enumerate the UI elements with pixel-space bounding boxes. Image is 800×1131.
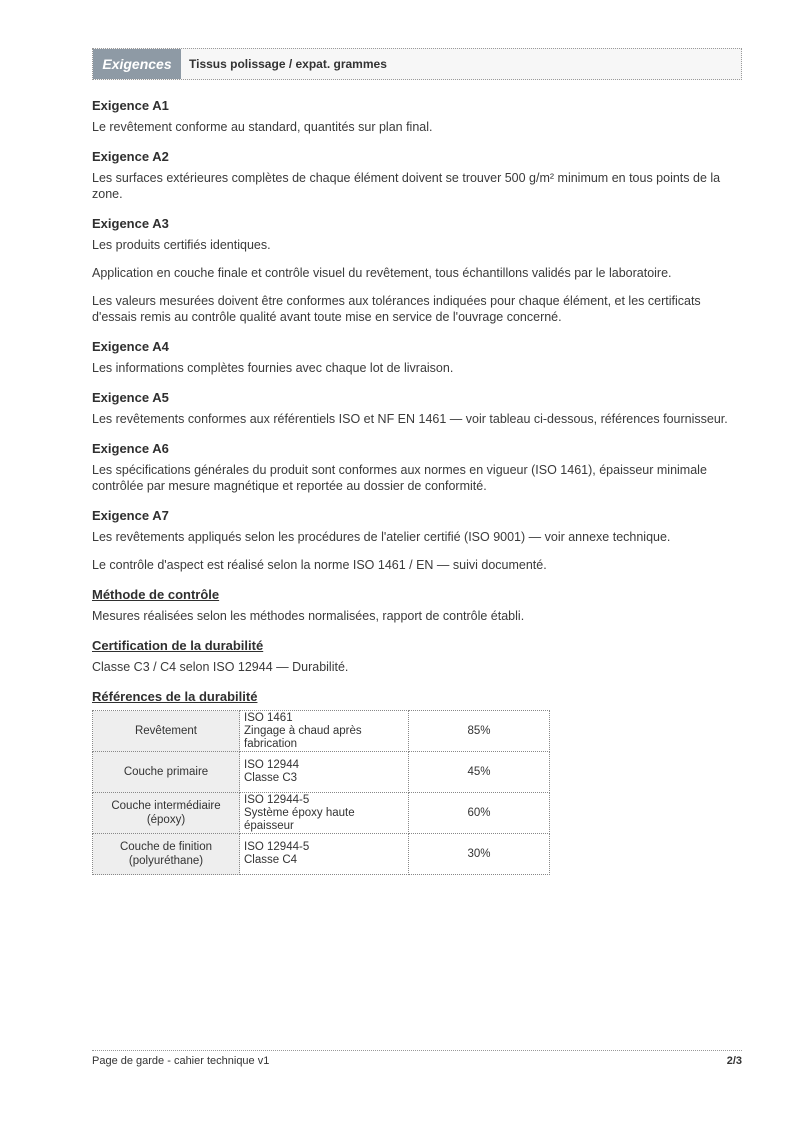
header-title: Tissus polissage / expat. grammes [189, 57, 387, 71]
section [92, 587, 742, 624]
row-label-line: (polyuréthane) [128, 855, 204, 867]
section-paragraph: Le revêtement conforme au standard, quantités sur plan final. [92, 120, 433, 134]
row-value: 45% [409, 752, 550, 793]
section-paragraph: Les revêtements conformes aux référentiels ISO et NF EN 1461 — voir tableau ci-dessous, références fournisseur. [92, 412, 728, 426]
section-title: Exigence A5 [92, 390, 169, 405]
row-detail-line: Système époxy haute épaisseur [244, 806, 355, 832]
page-footer [92, 1050, 742, 1067]
row-value: 30% [409, 834, 550, 875]
results-table [92, 710, 550, 875]
section-title: Exigence A1 [92, 98, 169, 113]
section [92, 441, 742, 494]
row-detail-line: Zingage à chaud après fabrication [244, 724, 362, 750]
row-label [93, 834, 240, 875]
document-page [92, 48, 742, 875]
row-detail [240, 752, 409, 793]
section [92, 98, 742, 135]
table-row [93, 752, 550, 793]
footer-left-text: Page de garde - cahier technique v1 [92, 1055, 270, 1067]
row-detail-line: ISO 1461 [244, 711, 293, 724]
section [92, 149, 742, 202]
sections [92, 98, 742, 675]
row-label [93, 793, 240, 834]
row-detail [240, 834, 409, 875]
row-detail-line: Classe C4 [244, 854, 298, 866]
section-paragraph: Les spécifications générales du produit sont conformes aux normes en vigueur (ISO 1461), épaisseur minimale contrôlée par mesure magnétique et reportée au dossier de conformité. [92, 463, 707, 493]
section-title: Exigence A3 [92, 216, 169, 231]
section [92, 638, 742, 675]
section-paragraph: Les produits certifiés identiques. [92, 238, 271, 252]
section [92, 390, 742, 427]
section-paragraph: Les surfaces extérieures complètes de chaque élément doivent se trouver 500 g/m² minimum en tous points de la zone. [92, 171, 721, 201]
section-title: Exigence A2 [92, 149, 169, 164]
section-paragraph: Les revêtements appliqués selon les procédures de l'atelier certifié (ISO 9001) — voir annexe technique. [92, 530, 671, 544]
section [92, 339, 742, 376]
row-label-line: Revêtement [134, 725, 197, 737]
page-number: 2/3 [726, 1055, 742, 1067]
row-label [93, 752, 240, 793]
section-paragraph: Les valeurs mesurées doivent être conformes aux tolérances indiquées pour chaque élément, et les certificats d'essais remis au contrôle qualité avant toute mise en service de l'ouvrage concerné. [92, 294, 701, 324]
section-title: Méthode de contrôle [92, 587, 220, 602]
results-section [92, 689, 742, 875]
row-value: 60% [409, 793, 550, 834]
section-title: Exigence A4 [92, 339, 169, 354]
section-title: Exigence A6 [92, 441, 169, 456]
table-row [93, 834, 550, 875]
section-paragraph: Les informations complètes fournies avec chaque lot de livraison. [92, 361, 454, 375]
row-label-line: Couche intermédiaire [111, 800, 221, 812]
section-paragraph: Mesures réalisées selon les méthodes normalisées, rapport de contrôle établi. [92, 609, 525, 623]
row-detail-line: ISO 12944 [244, 759, 299, 771]
row-label-line: (époxy) [146, 814, 186, 826]
table-row [93, 793, 550, 834]
section-title: Exigence A7 [92, 508, 169, 523]
section [92, 508, 742, 573]
results-title: Références de la durabilité [92, 689, 258, 704]
section-paragraph: Classe C3 / C4 selon ISO 12944 — Durabilité. [92, 660, 349, 674]
row-detail-line: Classe C3 [244, 772, 298, 784]
section-paragraph: Application en couche finale et contrôle visuel du revêtement, tous échantillons validés par le laboratoire. [92, 266, 672, 280]
row-detail [240, 793, 409, 834]
table-row [93, 711, 550, 752]
header-tag: Exigences [93, 49, 181, 79]
section-title: Certification de la durabilité [92, 638, 264, 653]
section [92, 216, 742, 325]
row-label-line: Couche de finition [119, 841, 213, 853]
row-label [93, 711, 240, 752]
row-detail-line: ISO 12944-5 [244, 841, 310, 853]
row-detail [240, 711, 409, 752]
row-detail-line: ISO 12944-5 [244, 793, 310, 806]
header-bar [92, 48, 742, 80]
row-label-line: Couche primaire [123, 766, 209, 778]
row-value: 85% [409, 711, 550, 752]
section-paragraph: Le contrôle d'aspect est réalisé selon la norme ISO 1461 / EN — suivi documenté. [92, 558, 547, 572]
